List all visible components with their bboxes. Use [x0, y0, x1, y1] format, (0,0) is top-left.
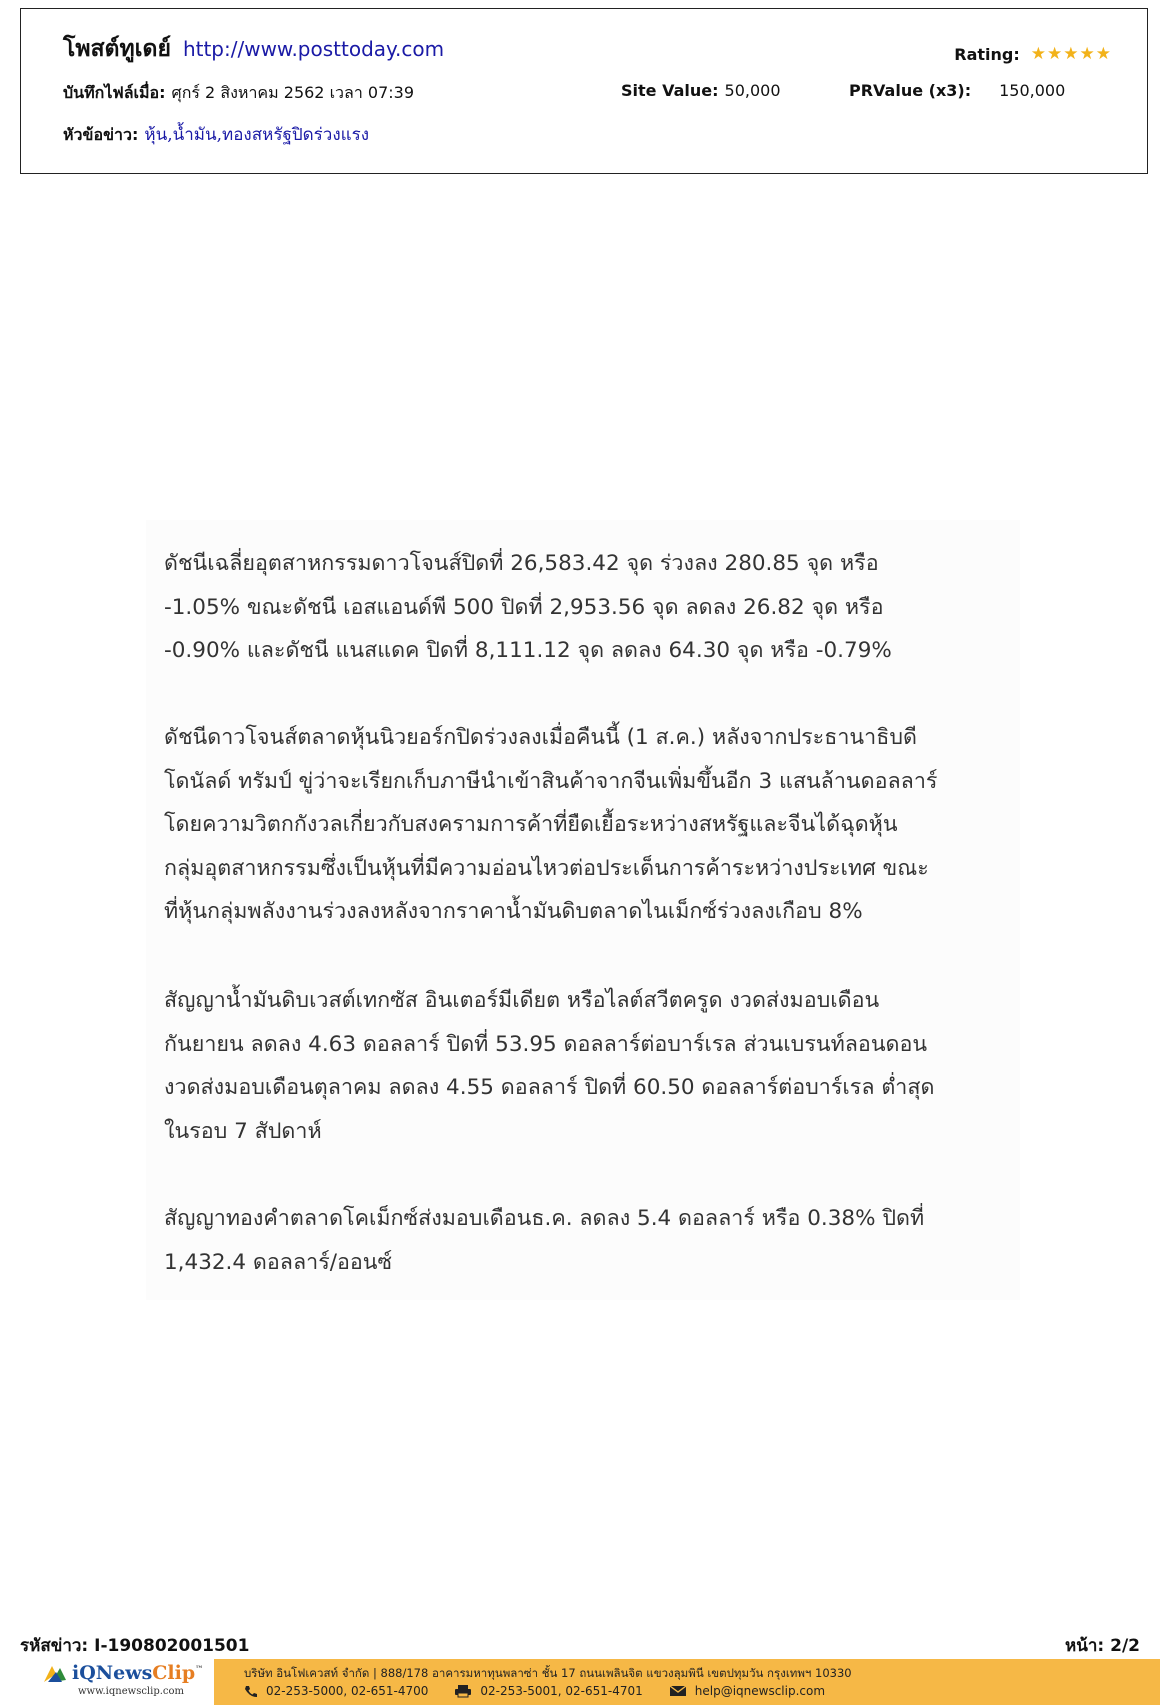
article-line: โดนัลด์ ทรัมป์ ขู่ว่าจะเรียกเก็บภาษีนำเข้าสินค้าจากจีนเพิ่มขึ้นอีก 3 แสนล้านดอลลาร์: [164, 768, 938, 794]
saved-label: บันทึกไฟล์เมื่อ:: [63, 83, 166, 102]
paragraph-indices: [164, 542, 1014, 673]
article-line: 1,432.4 ดอลลาร์/ออนซ์: [164, 1249, 393, 1275]
headline-value: หุ้น,น้ำมัน,ทองสหรัฐปิดร่วงแรง: [144, 125, 370, 145]
site-value: 50,000: [724, 81, 781, 100]
article-line: -1.05% ขณะดัชนี เอสแอนด์พี 500 ปิดที่ 2,953.56 จุด ลดลง 26.82 จุด หรือ: [164, 594, 884, 620]
site-value-row: [621, 81, 781, 100]
phone-numbers: 02-253-5000, 02-651-4700: [266, 1684, 429, 1698]
publication-name: โพสต์ทูเดย์: [63, 36, 171, 62]
article-line: ในรอบ 7 สัปดาห์: [164, 1118, 322, 1144]
footer-contact-bar: [214, 1659, 1160, 1705]
headline-label: หัวข้อข่าว:: [63, 125, 139, 144]
email-contact[interactable]: [669, 1684, 825, 1698]
publication-url[interactable]: http://www.posttoday.com: [182, 37, 445, 61]
mail-icon: [669, 1685, 687, 1697]
logo-icon: [42, 1664, 68, 1684]
company-address: บริษัท อินโฟเควสท์ จำกัด | 888/178 อาคารมหาทุนพลาซ่า ชั้น 17 ถนนเพลินจิต แขวงลุมพินี เขตปทุมวัน กรุงเทพฯ 10330: [244, 1666, 852, 1680]
article-line: โดยความวิตกกังวลเกี่ยวกับสงครามการค้าที่ยืดเยื้อระหว่างสหรัฐและจีนได้ฉุดหุ้น: [164, 812, 898, 837]
news-code: รหัสข่าว: I-190802001501: [20, 1636, 250, 1656]
pr-value-row: [849, 81, 1065, 100]
article-line: ดัชนีเฉลี่ยอุตสาหกรรมดาวโจนส์ปิดที่ 26,583.42 จุด ร่วงลง 280.85 จุด หรือ: [164, 551, 879, 576]
article-line: -0.90% และดัชนี แนสแดค ปิดที่ 8,111.12 จุด ลดลง 64.30 จุด หรือ -0.79%: [164, 638, 892, 663]
star-icon: ★: [1047, 44, 1063, 64]
site-value-label: Site Value:: [621, 81, 719, 100]
phone-icon: [244, 1685, 258, 1698]
saved-row: [63, 81, 414, 106]
pr-value: 150,000: [999, 81, 1066, 100]
star-icon: ★: [1063, 44, 1079, 64]
phone-contact: [244, 1684, 428, 1698]
page-number: หน้า: 2/2: [1065, 1636, 1140, 1656]
article-line: งวดส่งมอบเดือนตุลาคม ลดลง 4.55 ดอลลาร์ ปิดที่ 60.50 ดอลลาร์ต่อบาร์เรล ต่ำสุด: [164, 1075, 935, 1100]
email-address[interactable]: help@iqnewsclip.com: [694, 1684, 826, 1698]
headline-row: [63, 121, 369, 148]
fax-numbers: 02-253-5001, 02-651-4701: [480, 1684, 643, 1698]
pr-value-label: PRValue (x3):: [849, 81, 972, 100]
logo-text: iQNewsClip™: [72, 1662, 204, 1684]
publication-row: [63, 31, 444, 67]
star-icon: ★: [1095, 44, 1111, 64]
article-line: ที่หุ้นกลุ่มพลังงานร่วงลงหลังจากราคาน้ำมันดิบตลาดไนเม็กซ์ร่วงลงเกือบ 8%: [164, 899, 863, 924]
rating-label: Rating:: [954, 45, 1020, 64]
paragraph-gold: [164, 1197, 1014, 1284]
rating: [954, 45, 1111, 64]
saved-value: ศุกร์ 2 สิงหาคม 2562 เวลา 07:39: [171, 83, 415, 102]
article-line: กลุ่มอุตสาหกรรมซึ่งเป็นหุ้นที่มีความอ่อนไหวต่อประเด็นการค้าระหว่างประเทศ ขณะ: [164, 855, 929, 881]
article-line: ดัชนีดาวโจนส์ตลาดหุ้นนิวยอร์กปิดร่วงลงเมื่อคืนนี้ (1 ส.ค.) หลังจากประธานาธิบดี: [164, 725, 917, 750]
article-line: กันยายน ลดลง 4.63 ดอลลาร์ ปิดที่ 53.95 ดอลลาร์ต่อบาร์เรล ส่วนเบรนท์ลอนดอน: [164, 1031, 928, 1057]
iqnewsclip-logo[interactable]: [36, 1660, 204, 1702]
paragraph-oil: [164, 979, 1014, 1153]
paragraph-dow-jones: [164, 716, 1014, 934]
article-line: สัญญาน้ำมันดิบเวสต์เทกซัส อินเตอร์มีเดียต หรือไลต์สวีตครูด งวดส่งมอบเดือน: [164, 988, 880, 1013]
logo-url: www.iqnewsclip.com: [78, 1686, 185, 1697]
article-line: สัญญาทองคำตลาดโคเม็กซ์ส่งมอบเดือนธ.ค. ลดลง 5.4 ดอลลาร์ หรือ 0.38% ปิดที่: [164, 1206, 925, 1231]
rating-stars: [1030, 46, 1111, 63]
contact-row: [244, 1684, 851, 1698]
fax-icon: [454, 1684, 472, 1698]
article-body: [146, 520, 1020, 1300]
clipping-header: [20, 8, 1148, 174]
star-icon: ★: [1079, 44, 1095, 64]
fax-contact: [454, 1684, 642, 1698]
star-icon: ★: [1030, 44, 1046, 64]
